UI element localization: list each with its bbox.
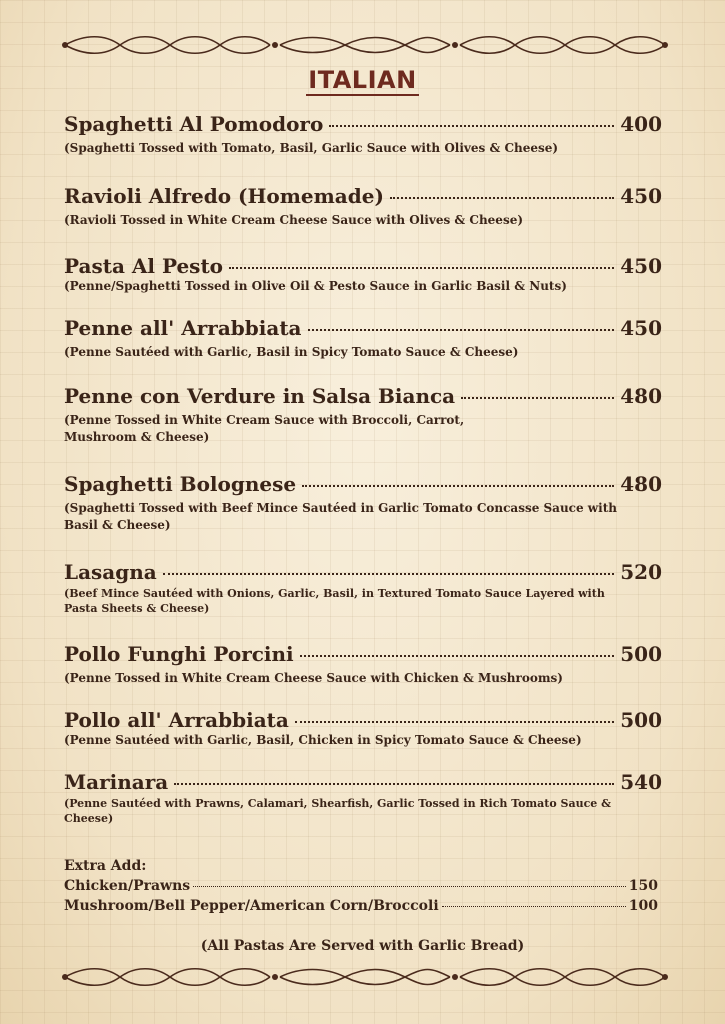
item-name: Pasta Al Pesto	[64, 254, 224, 278]
item-price: 450	[620, 184, 662, 208]
menu-item	[64, 472, 662, 534]
item-name: Spaghetti Bolognese	[64, 472, 297, 496]
ornament-divider-top-icon	[60, 32, 670, 58]
menu-item	[64, 254, 662, 295]
menu-item	[64, 112, 662, 157]
item-description: (Ravioli Tossed in White Cream Cheese Sauce with Olives & Cheese)	[64, 213, 524, 227]
menu-item	[64, 384, 662, 446]
menu-item	[64, 560, 662, 616]
item-name: Lasagna	[64, 560, 157, 584]
item-description: (Penne Tossed in White Cream Cheese Sauce with Chicken & Mushrooms)	[64, 671, 563, 685]
item-description: (Penne Sautéed with Garlic, Basil in Spicy Tomato Sauce & Cheese)	[64, 345, 519, 359]
item-name: Marinara	[64, 770, 169, 794]
item-description: (Penne Sautéed with Prawns, Calamari, Shearfish, Garlic Tossed in Rich Tomato Sauce & Cheese)	[64, 797, 612, 825]
item-name: Spaghetti Al Pomodoro	[64, 112, 324, 136]
item-price: 520	[620, 560, 662, 584]
item-price: 540	[620, 770, 662, 794]
item-price: 400	[620, 112, 662, 136]
ornament-divider-bottom-icon	[60, 964, 670, 990]
item-name: Penne con Verdure in Salsa Bianca	[64, 384, 456, 408]
item-name: Pollo all' Arrabbiata	[64, 708, 289, 732]
extra-add-section	[64, 858, 658, 914]
item-name: Pollo Funghi Porcini	[64, 642, 294, 666]
item-price: 450	[620, 254, 662, 278]
extra-heading: Extra Add:	[64, 858, 147, 874]
extra-price: 100	[628, 898, 658, 914]
item-price: 500	[620, 642, 662, 666]
extra-name: Chicken/Prawns	[64, 878, 191, 894]
item-description: (Spaghetti Tossed with Beef Mince Sautéed in Garlic Tomato Concasse Sauce with Basil & Cheese)	[64, 501, 617, 532]
menu-item	[64, 770, 662, 826]
menu-item	[64, 184, 662, 229]
menu-item	[64, 316, 662, 361]
item-price: 480	[620, 472, 662, 496]
item-price: 500	[620, 708, 662, 732]
section-title: ITALIAN	[308, 66, 417, 94]
item-name: Penne all' Arrabbiata	[64, 316, 302, 340]
footer-note: (All Pastas Are Served with Garlic Bread)	[200, 938, 525, 954]
item-description: (Penne Tossed in White Cream Sauce with Broccoli, Carrot, Mushroom & Cheese)	[64, 413, 465, 444]
item-description: (Penne/Spaghetti Tossed in Olive Oil & Pesto Sauce in Garlic Basil & Nuts)	[64, 279, 567, 293]
item-name: Ravioli Alfredo (Homemade)	[64, 184, 384, 208]
item-description: (Spaghetti Tossed with Tomato, Basil, Garlic Sauce with Olives & Cheese)	[64, 141, 559, 155]
item-description: (Penne Sautéed with Garlic, Basil, Chicken in Spicy Tomato Sauce & Cheese)	[64, 733, 582, 747]
extra-price: 150	[628, 878, 658, 894]
item-description: (Beef Mince Sautéed with Onions, Garlic, Basil, in Textured Tomato Sauce Layered with Pasta Sheets & Cheese)	[64, 587, 605, 615]
extra-name: Mushroom/Bell Pepper/American Corn/Broccoli	[64, 898, 439, 914]
item-price: 450	[620, 316, 662, 340]
item-price: 480	[620, 384, 662, 408]
menu-item	[64, 642, 662, 687]
menu-item	[64, 708, 662, 749]
